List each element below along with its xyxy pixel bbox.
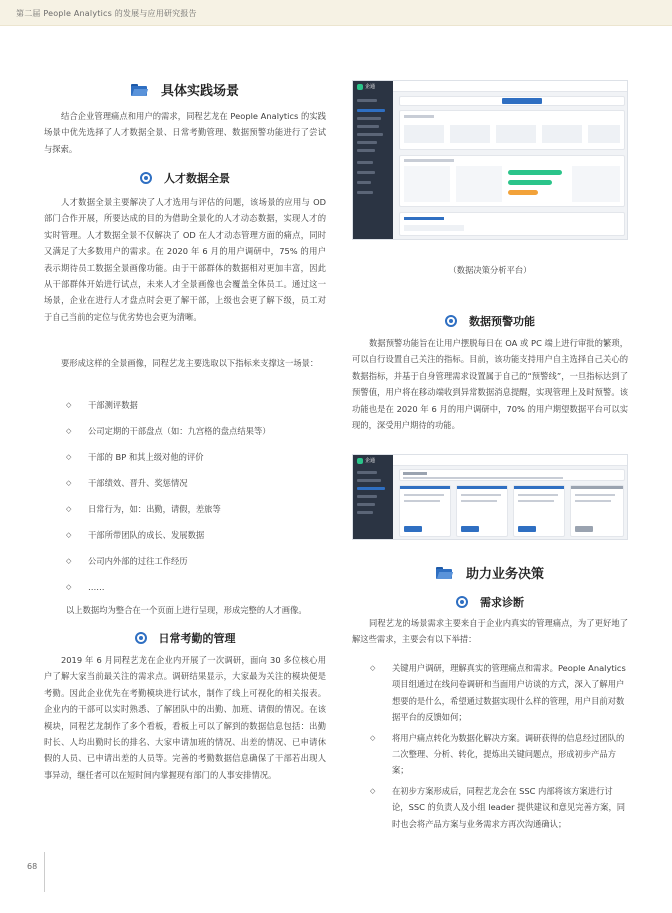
figure-1-caption: （数据决策分析平台） bbox=[448, 265, 532, 275]
screenshot-filter-card bbox=[399, 110, 625, 150]
section-heading bbox=[44, 80, 326, 99]
dashboard-screenshot bbox=[352, 80, 628, 240]
list-item: ◇ …… bbox=[66, 580, 326, 606]
target-icon bbox=[456, 596, 468, 608]
diamond-bullet-icon: ◇ bbox=[66, 505, 72, 513]
list-item: ◇ 在初步方案形成后，同程艺龙会在 SSC 内部将该方案进行讨论，SSC 的负责人及小组 leader 提供建议和意见完善方案，同时也会将产品方案与业务需求方再次沟通确认； bbox=[370, 783, 628, 832]
warning-screenshot bbox=[352, 454, 628, 540]
diamond-bullet-icon: ◇ bbox=[66, 531, 72, 539]
diagnosis-title: 需求诊断 bbox=[480, 596, 524, 609]
diagnosis-measure-list bbox=[370, 660, 628, 832]
diamond-bullet-icon: ◇ bbox=[66, 583, 72, 591]
decision-title: 助力业务决策 bbox=[465, 567, 544, 582]
intro-paragraph: 结合企业管理痛点和用户的需求，同程艺龙在 People Analytics 的实践场景中优先选择了人才数据全景、日常考勤管理、数据预警功能进行了尝试与探索。 bbox=[44, 111, 326, 154]
screenshot-logo-text: 企通 bbox=[365, 84, 376, 90]
screenshot-chart-card bbox=[399, 155, 625, 207]
list-item: ◇ 公司内外部的过往工作经历 bbox=[66, 554, 326, 580]
diagnosis-heading bbox=[352, 594, 628, 610]
logo-icon bbox=[357, 458, 363, 464]
talent-title: 人才数据全景 bbox=[164, 172, 230, 185]
list-item: ◇ 将用户痛点转化为数据化解决方案。调研获得的信息经过团队的二次整理、分析、转化，提炼出关键问题点，形成初步产品方案； bbox=[370, 730, 628, 779]
screenshot-note-card bbox=[399, 469, 625, 481]
logo-icon bbox=[357, 84, 363, 90]
target-icon bbox=[445, 315, 457, 327]
list-item: ◇ 干部所带团队的成长、发展数据 bbox=[66, 528, 326, 554]
list-item: ◇ 关键用户调研，理解真实的管理痛点和需求。People Analytics 项目组通过在线问卷调研和当面用户访谈的方式，深入了解用户想要的是什么，希望通过数据实现什么样的管理，用户目前对数据平台的反馈如何； bbox=[370, 660, 628, 726]
talent-heading bbox=[44, 170, 326, 186]
attendance-heading bbox=[44, 630, 326, 646]
warning-card bbox=[399, 485, 451, 537]
warning-card bbox=[513, 485, 565, 537]
diamond-bullet-icon: ◇ bbox=[66, 479, 72, 487]
screenshot-sidebar bbox=[353, 455, 393, 539]
page-header-band bbox=[0, 0, 672, 26]
target-icon bbox=[135, 632, 147, 644]
attendance-paragraph: 2019 年 6 月同程艺龙在企业内开展了一次调研，面向 30 多位核心用户了解大家当前最关注的需求点。调研结果显示，大家最为关注的模块便是考勤。因此企业优先在考勤模块进行试水，制作了线上可视化的相关报表。企业内的干部可以实时熟悉、了解团队中的出勤、加班、请假的情况。在该模块，同程艺龙制作了多个看板，看板上可以了解到的数据信息包括：出勤时长、人均出勤时长的排名、大家申请加班的情况、出差的情况、已申请休假的人员、已申请出差的人员等。完善的考勤数据信息确保了干部若出现人事异动，继任者可以在短时间内掌握现有部门的人事安排情况。 bbox=[44, 655, 326, 780]
header-title: 第二届 People Analytics 的发展与应用研究报告 bbox=[16, 9, 197, 18]
section-title: 具体实践场景 bbox=[160, 84, 239, 99]
diamond-bullet-icon: ◇ bbox=[66, 453, 72, 461]
folder-icon bbox=[436, 567, 452, 579]
talent-indicator-list bbox=[66, 398, 326, 606]
list-item: ◇ 干部绩效、晋升、奖惩情况 bbox=[66, 476, 326, 502]
diamond-bullet-icon: ◇ bbox=[66, 557, 72, 565]
progress-bar bbox=[508, 170, 562, 175]
screenshot-topbar bbox=[393, 455, 627, 466]
talent-paragraph-2: 要形成这样的全景画像，同程艺龙主要选取以下指标来支撑这一场景： bbox=[61, 358, 319, 368]
progress-bar bbox=[508, 190, 538, 195]
list-item: ◇ 干部的 BP 和其上级对他的评价 bbox=[66, 450, 326, 476]
list-item: ◇ 干部测评数据 bbox=[66, 398, 326, 424]
warning-title: 数据预警功能 bbox=[469, 315, 535, 328]
progress-bar bbox=[508, 180, 552, 185]
screenshot-topbar bbox=[393, 81, 627, 92]
diamond-bullet-icon: ◇ bbox=[66, 401, 72, 409]
warning-card bbox=[456, 485, 508, 537]
folder-icon bbox=[131, 84, 147, 96]
diamond-bullet-icon: ◇ bbox=[66, 427, 72, 435]
page-number-divider bbox=[44, 852, 45, 892]
page-number: 68 bbox=[27, 862, 38, 871]
list-item: ◇ 公司定期的干部盘点（如：九宫格的盘点结果等） bbox=[66, 424, 326, 450]
diamond-bullet-icon: ◇ bbox=[370, 786, 376, 795]
talent-paragraph-1: 人才数据全景主要解决了人才选用与评估的问题，该场景的应用与 OD 部门合作开展，所要达成的目的为借助全景化的人才动态数据，实现人才的实时管理。人才数据全景不仅解决了 OD 在人才动态管理方面的痛点，同时又满足了大多数用户的需求。在 2020 年 6 月的用户调研中，75% 的用户表示期待员工数据全景画像功能。由于干部群体的数据相对更加丰富，因此从干部群体开始进行试点，未来人才全景画像也会覆盖全体员工。通过这一场景，企业在进行人才盘点时会更了解干部，上级也会更了解下级，员工对于自己当前的定位与优劣势也会更为清晰。 bbox=[44, 197, 326, 322]
screenshot-footer-card bbox=[399, 212, 625, 236]
diamond-bullet-icon: ◇ bbox=[370, 733, 376, 742]
screenshot-logo-text: 企通 bbox=[365, 458, 376, 464]
list-item: ◇ 日常行为，如：出勤，请假，差旅等 bbox=[66, 502, 326, 528]
warning-heading bbox=[352, 313, 628, 329]
decision-paragraph: 同程艺龙的场景需求主要来自于企业内真实的管理痛点，为了更好地了解这些需求，主要会有以下举措： bbox=[352, 618, 628, 645]
attendance-title: 日常考勤的管理 bbox=[158, 632, 236, 645]
warning-paragraph: 数据预警功能旨在让用户摆脱每日在 OA 或 PC 端上进行审批的繁琐，可以自行设置自己关注的指标。目前，该功能支持用户自主选择自己关心的数据指标，并基于自身管理需求设置属于自己的“预警线”，一旦指标达到了预警值，用户将在移动端收到异常数据消息提醒，实现管理上及时预警。该功能也是在 2020 年 6 月的用户调研中，70% 的用户期望数据平台可以实现的，深受用户期待的功能。 bbox=[352, 338, 628, 431]
target-icon bbox=[140, 172, 152, 184]
warning-card bbox=[570, 485, 624, 537]
talent-paragraph-3: 以上数据均为整合在一个页面上进行呈现，形成完整的人才画像。 bbox=[66, 605, 307, 615]
decision-heading bbox=[352, 563, 628, 582]
screenshot-tab-strip bbox=[399, 96, 625, 106]
screenshot-sidebar bbox=[353, 81, 393, 239]
diamond-bullet-icon: ◇ bbox=[370, 664, 376, 672]
